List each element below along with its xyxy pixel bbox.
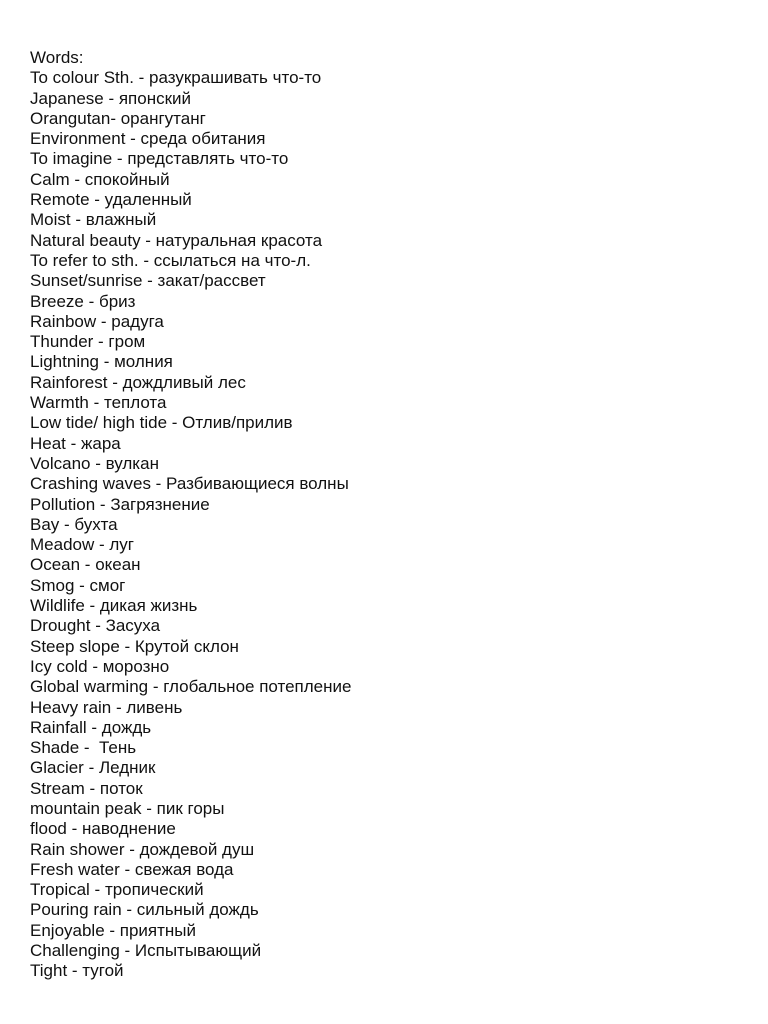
word-entry: Glacier - Ледник: [30, 758, 156, 778]
word-entry: Ocean - океан: [30, 555, 141, 575]
word-entry: Fresh water - свежая вода: [30, 859, 234, 879]
word-list-document: [30, 48, 750, 982]
word-entry: To colour Sth. - разукрашивать что-то: [30, 68, 322, 88]
word-entry: Moist - влажный: [30, 210, 157, 230]
word-entry: Rain shower - дождевой душ: [30, 839, 255, 859]
word-entry: Rainbow - радуга: [30, 311, 164, 331]
word-entry: Breeze - бриз: [30, 291, 136, 311]
word-entry: Tropical - тропический: [30, 880, 204, 900]
word-entry: Stream - поток: [30, 778, 143, 798]
word-entry: Rainfall - дождь: [30, 717, 152, 737]
word-entry: Pouring rain - сильный дождь: [30, 900, 259, 920]
word-entry: Remote - удаленный: [30, 190, 192, 210]
word-entry: Bay - бухта: [30, 514, 118, 534]
word-entry: To imagine - представлять что-то: [30, 149, 289, 169]
word-entry: To refer to sth. - ссылаться на что-л.: [30, 250, 311, 270]
word-entry: flood - наводнение: [30, 819, 176, 839]
word-entry: Enjoyable - приятный: [30, 920, 197, 940]
word-entry: Wildlife - дикая жизнь: [30, 596, 198, 616]
word-entry: Thunder - гром: [30, 332, 146, 352]
word-entry: Drought - Засуха: [30, 616, 161, 636]
word-entry: Heat - жара: [30, 433, 121, 453]
word-entry: Natural beauty - натуральная красота: [30, 230, 323, 250]
word-entry: Crashing waves - Разбивающиеся волны: [30, 474, 349, 494]
word-entry: mountain peak - пик горы: [30, 798, 225, 818]
word-entry: Tight - тугой: [30, 961, 124, 981]
word-entry: Pollution - Загрязнение: [30, 494, 210, 514]
word-entry: Warmth - теплота: [30, 393, 167, 413]
word-entry: Icy cold - морозно: [30, 656, 170, 676]
word-entry: Orangutan- орангутанг: [30, 108, 206, 128]
word-entry: Steep slope - Крутой склон: [30, 636, 239, 656]
word-list-heading: Words:: [30, 48, 84, 67]
word-entry: Environment - среда обитания: [30, 129, 266, 149]
word-entry: Volcano - вулкан: [30, 453, 159, 473]
word-entry: Japanese - японский: [30, 88, 192, 108]
word-entry: Lightning - молния: [30, 352, 173, 372]
word-entry: Rainforest - дождливый лес: [30, 372, 246, 392]
word-entry: Heavy rain - ливень: [30, 697, 183, 717]
word-entry: Challenging - Испытывающий: [30, 941, 262, 961]
word-entry: Sunset/sunrise - закат/рассвет: [30, 271, 266, 291]
word-entry: Low tide/ high tide - Отлив/прилив: [30, 413, 293, 433]
word-entry: Smog - смог: [30, 575, 126, 595]
word-entry: Global warming - глобальное потепление: [30, 677, 352, 697]
word-list-entries: [30, 68, 750, 981]
word-entry: Calm - спокойный: [30, 169, 170, 189]
word-entry: Meadow - луг: [30, 535, 134, 555]
word-entry: Shade - Тень: [30, 738, 137, 758]
